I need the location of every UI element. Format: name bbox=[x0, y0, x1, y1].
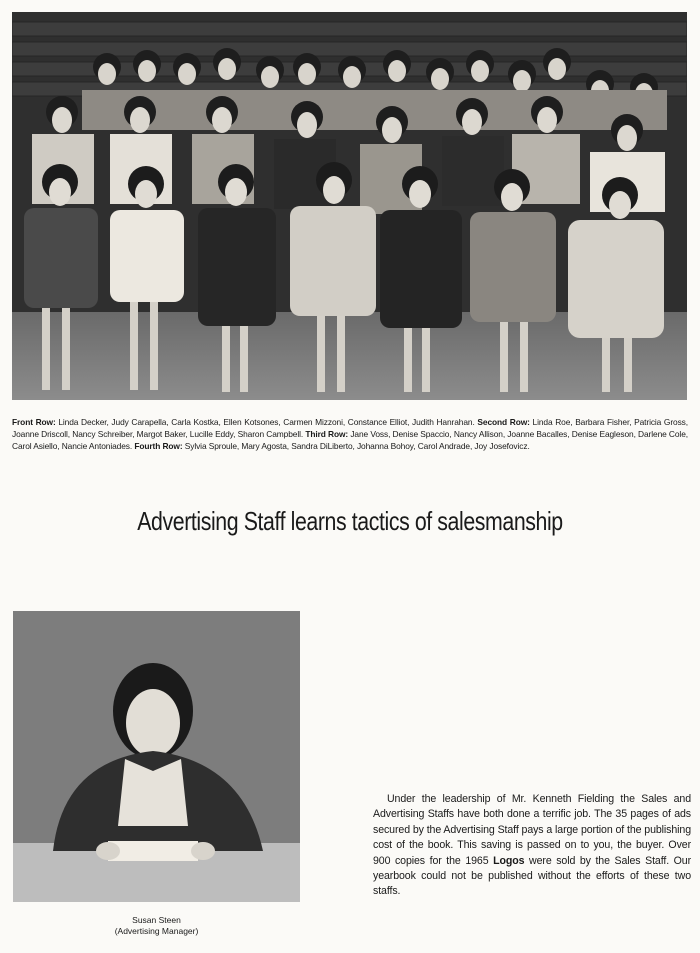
front-row-names: Linda Decker, Judy Carapella, Carla Kostka, Ellen Kotsones, Carmen Mizzoni, Constance Elliot, Judith Hanrahan. bbox=[58, 417, 475, 427]
portrait-caption bbox=[13, 915, 300, 937]
body-emphasis: Logos bbox=[493, 854, 525, 867]
body-text-part2: were sold by the Sales Staff. Our yearbook could not be published without the efforts of these two staffs. bbox=[373, 854, 692, 898]
group-photo-caption bbox=[12, 416, 688, 452]
fourth-row-label: Fourth Row: bbox=[134, 441, 183, 451]
third-row-names: Jane Voss, Denise Spaccio, Nancy Allison, Joanne Bacalles, Denise Eagleson, Darlene Cole, Carol Asiello, Nancie Antoniades. bbox=[12, 429, 688, 451]
page-headline: Advertising Staff learns tactics of salesmanship bbox=[137, 506, 563, 536]
portrait-role: (Advertising Manager) bbox=[114, 926, 199, 936]
body-paragraph bbox=[373, 792, 691, 900]
portrait-name: Susan Steen bbox=[132, 915, 181, 925]
third-row-label: Third Row: bbox=[305, 429, 349, 439]
front-row-label: Front Row: bbox=[12, 417, 56, 427]
group-photo-illustration bbox=[12, 12, 687, 400]
fourth-row-names: Sylvia Sproule, Mary Agosta, Sandra DiLiberto, Johanna Bohoy, Carol Andrade, Joy Josefovicz. bbox=[184, 441, 530, 451]
group-photo bbox=[12, 12, 687, 400]
second-row-label: Second Row: bbox=[477, 417, 530, 427]
body-text-part1: Under the leadership of Mr. Kenneth Fielding the Sales and Advertising Staffs have both done a terrific job. The 35 pages of ads secured by the Advertising Staff pays a large portion of the publishing cost of the book. This saving is passed on to you, the buyer. Over 900 copies for the 1965 bbox=[373, 793, 691, 867]
portrait-photo bbox=[13, 611, 300, 902]
portrait-illustration bbox=[13, 611, 300, 902]
second-row-names: Linda Roe, Barbara Fisher, Patricia Gross, Joanne Driscoll, Nancy Schreiber, Margot Baker, Lucille Eddy, Sharon Campbell. bbox=[12, 417, 688, 439]
